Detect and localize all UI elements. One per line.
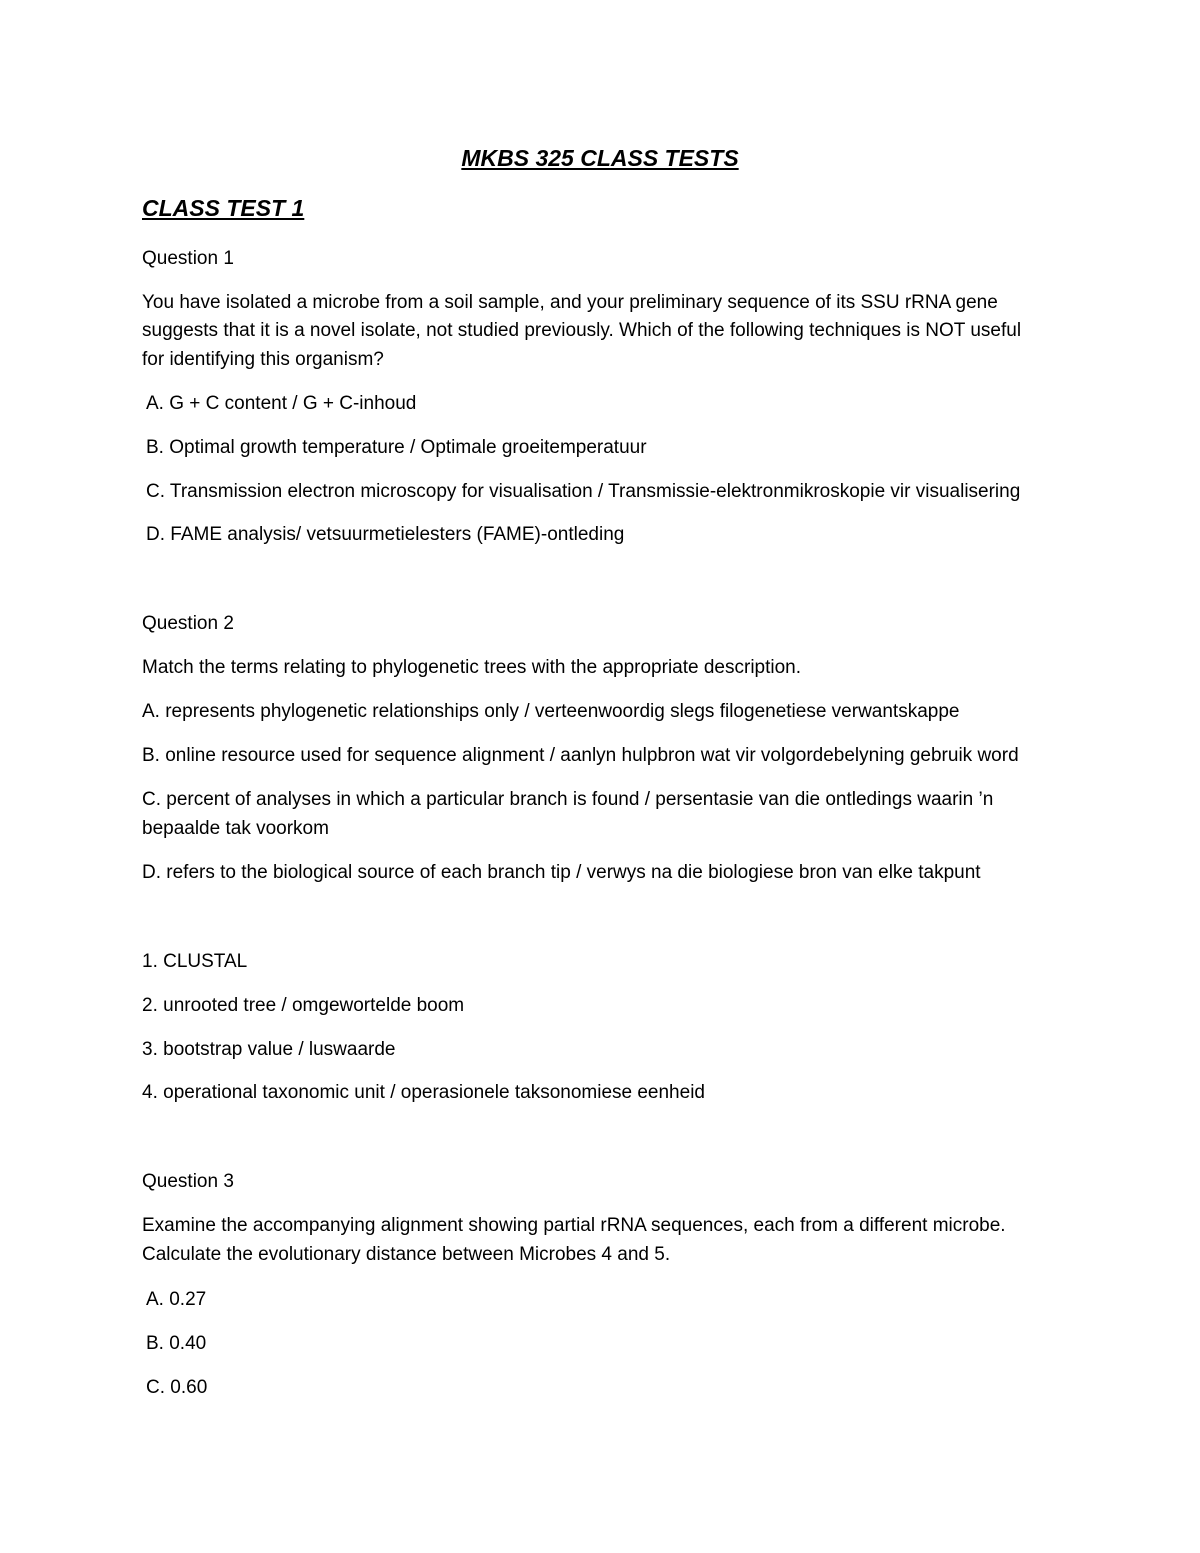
question-2-term-4: 4. operational taxonomic unit / operasionele taksonomiese eenheid	[142, 1082, 705, 1103]
question-1-option-a: A. G + C content / G + C-inhoud	[146, 393, 417, 414]
question-2-description-c-line-1: C. percent of analyses in which a particular branch is found / persentasie van die ontledings waarin ’n	[142, 789, 994, 810]
question-1-option-d: D. FAME analysis/ vetsuurmetielesters (FAME)-ontleding	[146, 524, 625, 545]
question-2-description-b: B. online resource used for sequence alignment / aanlyn hulpbron wat vir volgordebelyning gebruik word	[142, 745, 1019, 766]
question-3-option-a: A. 0.27	[146, 1289, 207, 1310]
section-title: CLASS TEST 1	[142, 195, 305, 221]
question-2-description-a: A. represents phylogenetic relationships only / verteenwoordig slegs filogenetiese verwantskappe	[142, 701, 960, 722]
question-3-stem-line-2: Calculate the evolutionary distance between Microbes 4 and 5.	[142, 1244, 671, 1265]
question-3-label: Question 3	[142, 1171, 234, 1192]
question-3-option-c: C. 0.60	[146, 1377, 208, 1398]
document-title: MKBS 325 CLASS TESTS	[461, 145, 739, 171]
question-1-stem-line-1: You have isolated a microbe from a soil sample, and your preliminary sequence of its SSU rRNA gene	[142, 292, 998, 313]
question-2-description-d: D. refers to the biological source of each branch tip / verwys na die biologiese bron van elke takpunt	[142, 862, 981, 883]
question-2-term-2: 2. unrooted tree / omgewortelde boom	[142, 995, 465, 1016]
question-2-label: Question 2	[142, 613, 234, 634]
question-1-option-b: B. Optimal growth temperature / Optimale groeitemperatuur	[146, 437, 647, 458]
question-1-option-c: C. Transmission electron microscopy for visualisation / Transmissie-elektronmikroskopie vir visualisering	[146, 481, 1021, 502]
question-2-term-1: 1. CLUSTAL	[142, 951, 248, 972]
question-2-term-3: 3. bootstrap value / luswaarde	[142, 1039, 396, 1060]
question-2-description-c-line-2: bepaalde tak voorkom	[142, 818, 329, 839]
question-3-stem-line-1: Examine the accompanying alignment showing partial rRNA sequences, each from a different microbe.	[142, 1215, 1006, 1236]
question-1-stem-line-3: for identifying this organism?	[142, 349, 384, 370]
question-1-stem-line-2: suggests that it is a novel isolate, not studied previously. Which of the following techniques is NOT useful	[142, 320, 1022, 341]
question-3-option-b: B. 0.40	[146, 1333, 207, 1354]
question-1-label: Question 1	[142, 248, 234, 269]
question-2-stem: Match the terms relating to phylogenetic trees with the appropriate description.	[142, 657, 802, 678]
